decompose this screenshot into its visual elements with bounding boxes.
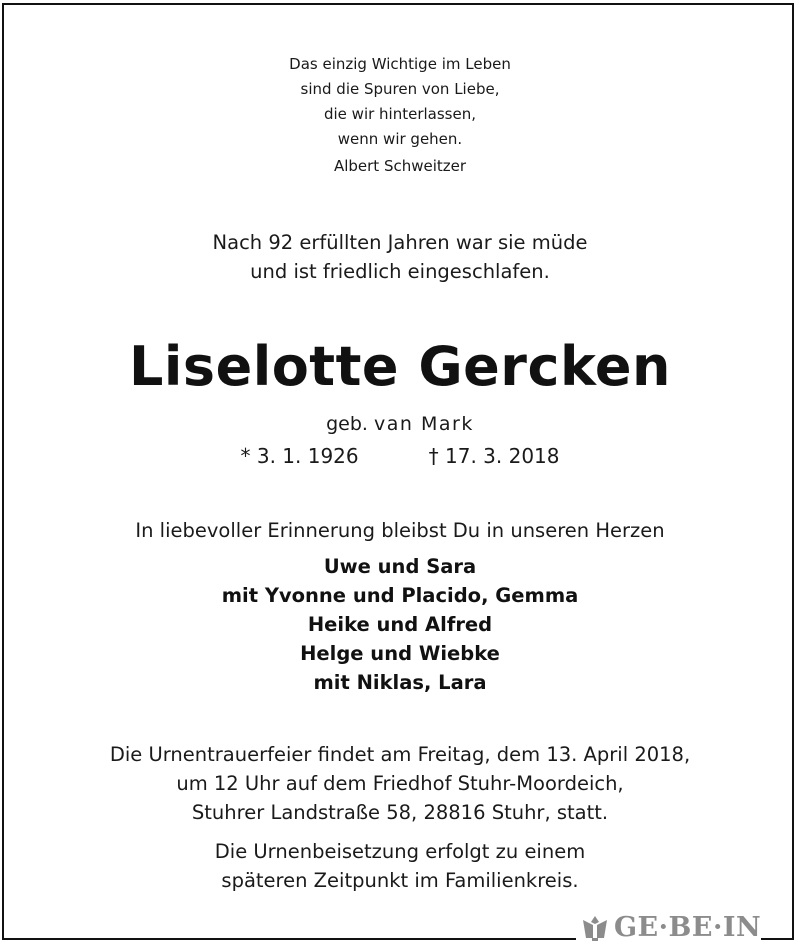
burial-line: späteren Zeitpunkt im Familienkreis. xyxy=(221,869,579,892)
ceremony-line: Stuhrer Landstraße 58, 28816 Stuhr, statt. xyxy=(191,801,609,824)
quote-author: Albert Schweitzer xyxy=(333,157,467,175)
quote-block xyxy=(0,52,800,179)
burial-line: Die Urnenbeisetzung erfolgt zu einem xyxy=(214,840,586,863)
quote-line: die wir hinterlassen, xyxy=(323,105,476,123)
family-line: Heike und Alfred xyxy=(307,613,493,636)
intro-line: und ist friedlich eingeschlafen. xyxy=(250,260,550,283)
quote-line: sind die Spuren von Liebe, xyxy=(300,80,500,98)
family-line: mit Yvonne und Placido, Gemma xyxy=(221,584,579,607)
maiden-name: van Mark xyxy=(374,413,474,435)
memory-line: In liebevoller Erinnerung bleibst Du in unseren Herzen xyxy=(135,519,665,542)
quote-line: wenn wir gehen. xyxy=(337,130,463,148)
angel-icon xyxy=(580,914,610,942)
death-date: † 17. 3. 2018 xyxy=(428,444,560,468)
ceremony-info xyxy=(0,740,800,827)
quote-line: Das einzig Wichtige im Leben xyxy=(289,55,511,73)
maiden-name-line xyxy=(0,410,800,438)
ceremony-line: Die Urnentrauerfeier findet am Freitag, dem 13. April 2018, xyxy=(109,743,691,766)
life-dates xyxy=(0,442,800,470)
born-prefix: geb. xyxy=(326,413,368,435)
publisher-logo xyxy=(576,910,761,946)
family-list xyxy=(0,552,800,697)
family-line: Uwe und Sara xyxy=(323,555,477,578)
deceased-name: Liselotte Gercken xyxy=(129,335,671,398)
family-line: mit Niklas, Lara xyxy=(313,671,487,694)
intro-line: Nach 92 erfüllten Jahren war sie müde xyxy=(212,231,588,254)
birth-date: * 3. 1. 1926 xyxy=(240,444,359,468)
intro-text xyxy=(0,228,800,286)
burial-info xyxy=(0,837,800,895)
ceremony-line: um 12 Uhr auf dem Friedhof Stuhr-Moordeich, xyxy=(176,772,624,795)
logo-text: GE·BE·IN xyxy=(614,912,762,943)
family-line: Helge und Wiebke xyxy=(300,642,500,665)
